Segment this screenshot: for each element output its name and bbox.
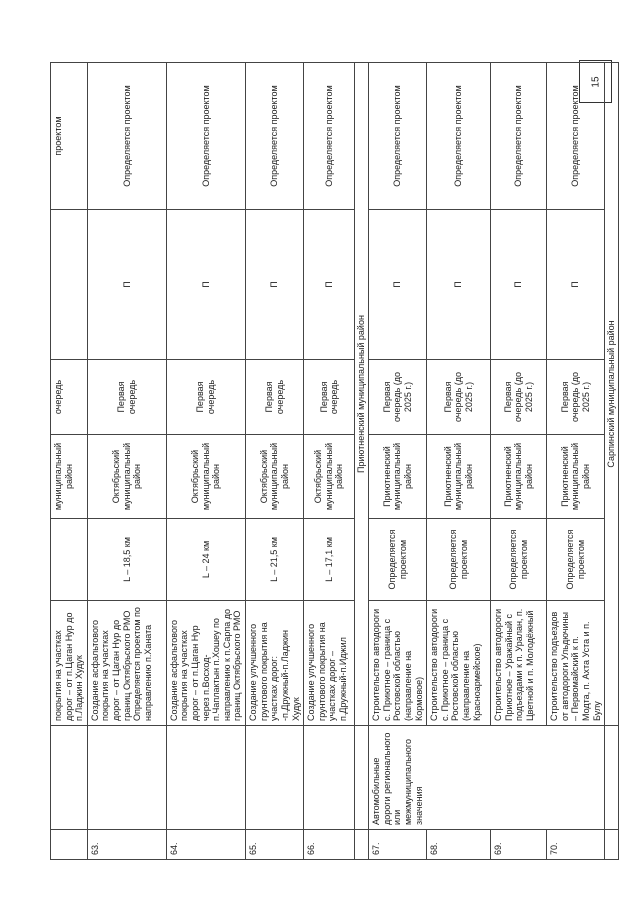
table-row [166, 63, 245, 860]
section-title-priyutnenskiy: Приютненский муниципальный район [355, 63, 369, 726]
significance: П [166, 210, 245, 360]
municipality: Приютненский муниципальный район [547, 435, 605, 519]
municipality: муниципальный район [51, 435, 88, 519]
row-number: 66. [304, 830, 355, 860]
row-number: 69. [491, 830, 547, 860]
object-length: Определяется проектом [369, 519, 427, 601]
impact: Определяется проектом [246, 63, 304, 210]
object-length: L – 17,1 км [304, 519, 355, 601]
object-name: Строительство автодороги с. Приютное – граница с Ростовской областью (направление на Красноармейское) [427, 601, 491, 726]
table-row [304, 63, 355, 860]
object-name: Строительство автодороги Приютное – Уражайный с подъездами к п. Уралан, п. Цветной и п. Молодёжный [491, 601, 547, 726]
table-row [369, 63, 427, 860]
section-row [605, 63, 619, 860]
object-name: Создание асфальтового покрытия на участках дорог – от п.Цаган Нур через п.Восход-п.Чаплактын п.Хошеу по направлению к п.Сарпа до границ Октябрьского РМО [166, 601, 245, 726]
priority: Первая очередь (до 2025 г.) [491, 360, 547, 435]
impact: Определяется проектом [427, 63, 491, 210]
object-category [166, 726, 245, 830]
table-row [246, 63, 304, 860]
priority: Первая очередь [246, 360, 304, 435]
page-number: 15 [590, 75, 601, 88]
row-number: 64. [166, 830, 245, 860]
object-category [246, 726, 304, 830]
object-length: L – 18,5 км [87, 519, 166, 601]
municipality: Приютненский муниципальный район [427, 435, 491, 519]
rotated-table-wrapper [50, 63, 617, 860]
priority: Первая очередь (до 2025 г.) [547, 360, 605, 435]
object-length [51, 519, 88, 601]
section-title-sarpinskiy: Сарпинский муниципальный район [605, 63, 619, 726]
object-category [87, 726, 166, 830]
object-length: L – 21,5 км [246, 519, 304, 601]
significance: П [304, 210, 355, 360]
significance: П [427, 210, 491, 360]
section-row [355, 63, 369, 860]
impact: Определяется проектом [547, 63, 605, 210]
object-name: Создание улучшенного грунтового покрытия на участках дорог: -п.Дружный-п.Ладжин Худук [246, 601, 304, 726]
object-category: Автомобильные дороги регионального или межмуниципального значения [369, 726, 605, 830]
row-number: 67. [369, 830, 427, 860]
object-category [304, 726, 355, 830]
priority: Первая очередь [304, 360, 355, 435]
object-name: Создание улучшенного грунтового покрытия на участках дорог – п.Дружный-п.Иджил [304, 601, 355, 726]
municipality: Октябрьский муниципальный район [166, 435, 245, 519]
impact: Определяется проектом [166, 63, 245, 210]
municipality: Октябрьский муниципальный район [87, 435, 166, 519]
object-length: L – 24 км [166, 519, 245, 601]
municipality: Приютненский муниципальный район [491, 435, 547, 519]
row-number: 68. [427, 830, 491, 860]
object-name: Строительство подъездов от автодороги Ульдючины – Первомайский к п. Модта, п. Ахта Уста и п. Булу [547, 601, 605, 726]
object-length: Определяется проектом [427, 519, 491, 601]
object-length: Определяется проектом [491, 519, 547, 601]
table-row [87, 63, 166, 860]
priority: очередь [51, 360, 88, 435]
priority: Первая очередь [87, 360, 166, 435]
row-number: 70. [547, 830, 605, 860]
significance: П [369, 210, 427, 360]
impact: проектом [51, 63, 88, 210]
row-number: 65. [246, 830, 304, 860]
row-number [51, 830, 88, 860]
object-category [51, 726, 88, 830]
impact: Определяется проектом [304, 63, 355, 210]
significance [51, 210, 88, 360]
municipality: Приютненский муниципальный район [369, 435, 427, 519]
municipality: Октябрьский муниципальный район [304, 435, 355, 519]
significance: П [547, 210, 605, 360]
significance: П [246, 210, 304, 360]
object-length: Определяется проектом [547, 519, 605, 601]
priority: Первая очередь (до 2025 г.) [427, 360, 491, 435]
table-row [51, 63, 88, 860]
object-name: покрытия на участках дорог – от п.Цаган Нур до п.Ладжин Худук [51, 601, 88, 726]
priority: Первая очередь [166, 360, 245, 435]
impact: Определяется проектом [491, 63, 547, 210]
priority: Первая очередь (до 2025 г.) [369, 360, 427, 435]
significance: П [87, 210, 166, 360]
object-name: Создание асфальтового покрытия на участках дорог – от Цаган Нур до границ Октябрьского РМО Определяется проектом по направлению п.Ханата [87, 601, 166, 726]
impact: Определяется проектом [87, 63, 166, 210]
significance: П [491, 210, 547, 360]
object-name: Строительство автодороги с. Приютное – граница с Ростовской областью (направление на Кормовое) [369, 601, 427, 726]
document-table [50, 62, 619, 860]
row-number: 63. [87, 830, 166, 860]
municipality: Октябрьский муниципальный район [246, 435, 304, 519]
impact: Определяется проектом [369, 63, 427, 210]
